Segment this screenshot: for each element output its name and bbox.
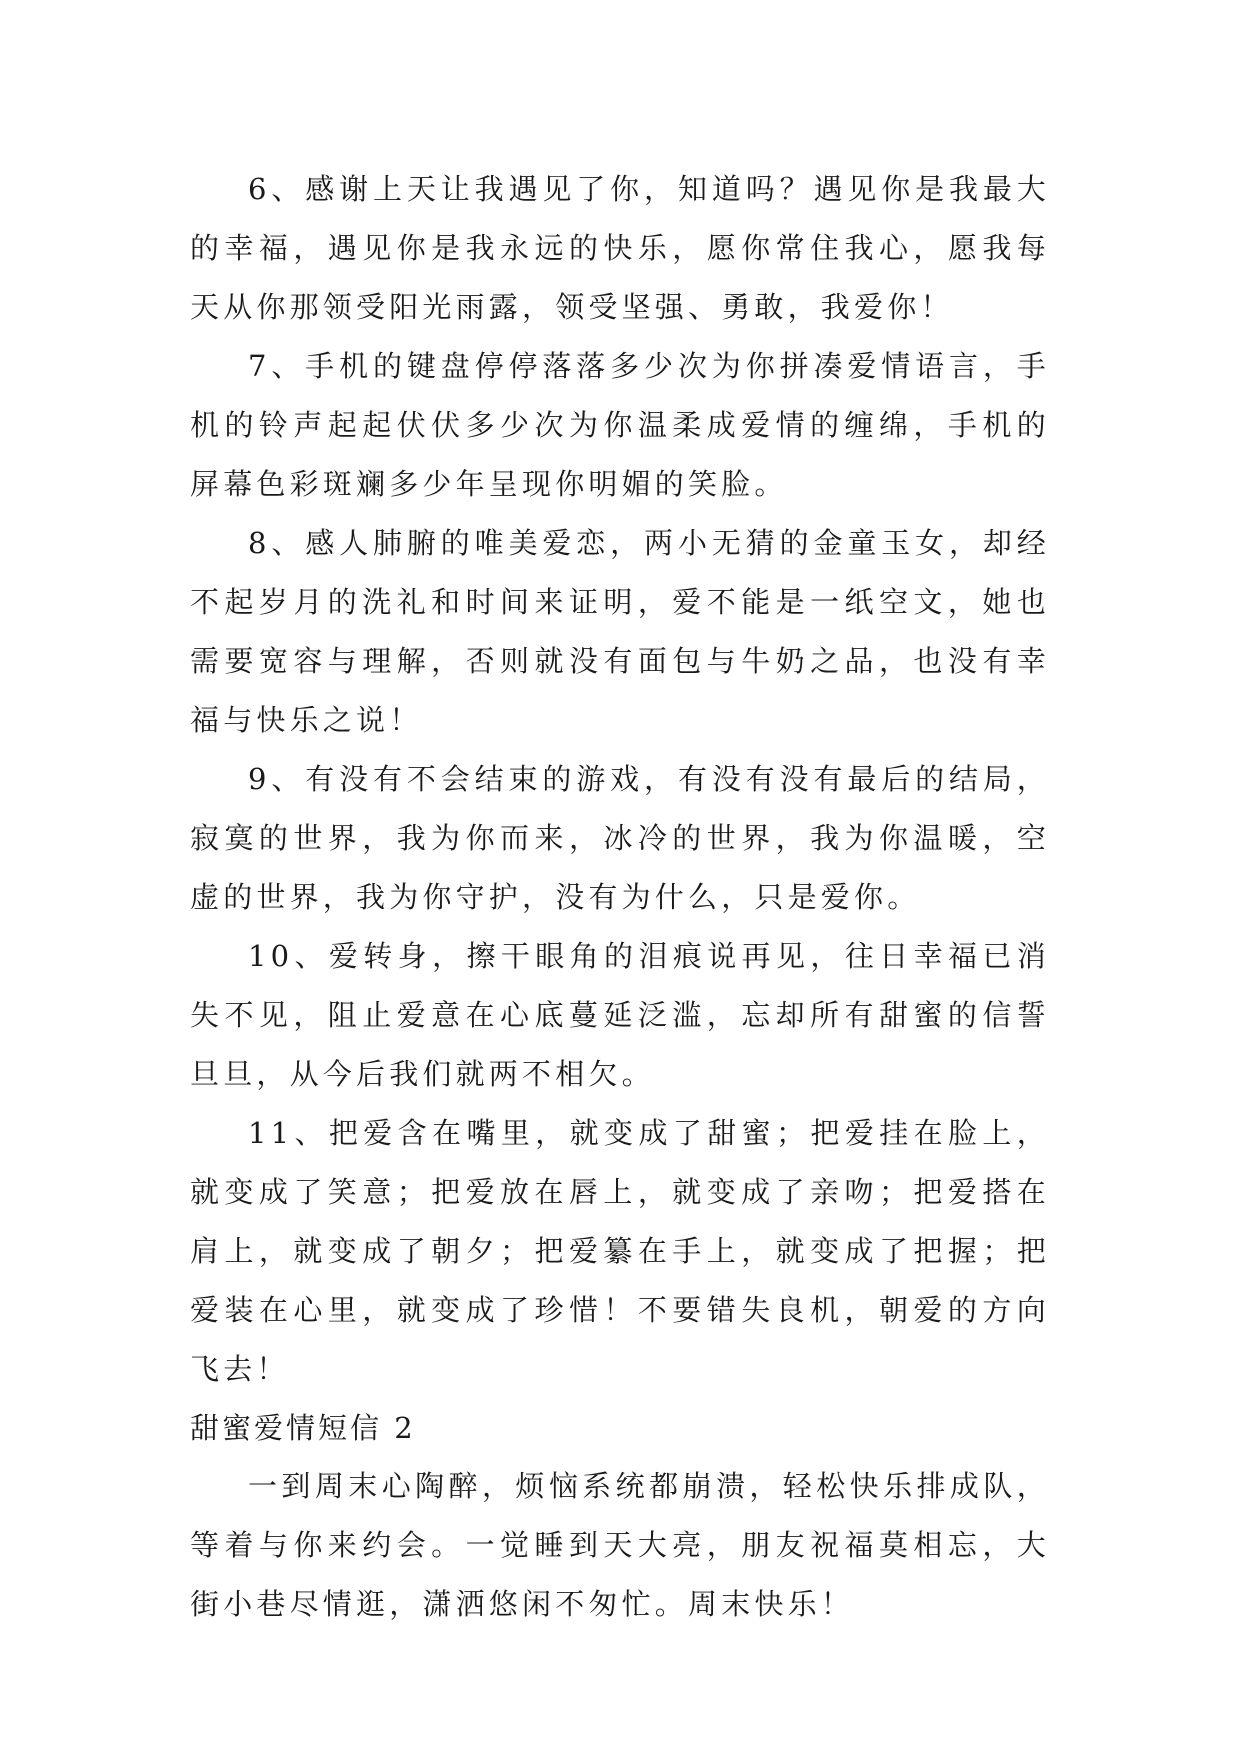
paragraph-11: 11、把爱含在嘴里，就变成了甜蜜；把爱挂在脸上，就变成了笑意；把爱放在唇上，就变成了亲吻；把爱搭在肩上，就变成了朝夕；把爱纂在手上，就变成了把握；把爱装在心里，就变成了珍惜！不要错失良机，朝爱的方向飞去！	[190, 1116, 1050, 1386]
document-body	[190, 160, 1050, 1634]
paragraph-7: 7、手机的键盘停停落落多少次为你拼凑爱情语言，手机的铃声起起伏伏多少次为你温柔成爱情的缠绵，手机的屏幕色彩斑斓多少年呈现你明媚的笑脸。	[190, 349, 1050, 501]
section-heading: 甜蜜爱情短信 2	[190, 1411, 416, 1445]
paragraph-6: 6、感谢上天让我遇见了你，知道吗？遇见你是我最大的幸福，遇见你是我永远的快乐，愿你常住我心，愿我每天从你那领受阳光雨露，领受坚强、勇敢，我爱你！	[190, 172, 1050, 324]
paragraph-weekend: 一到周末心陶醉，烦恼系统都崩溃，轻松快乐排成队，等着与你来约会。一觉睡到天大亮，朋友祝福莫相忘，大街小巷尽情逛，潇洒悠闲不匆忙。周末快乐！	[190, 1469, 1050, 1621]
paragraph-10: 10、爱转身，擦干眼角的泪痕说再见，往日幸福已消失不见，阻止爱意在心底蔓延泛滥，忘却所有甜蜜的信誓旦旦，从今后我们就两不相欠。	[190, 939, 1050, 1091]
paragraph-9: 9、有没有不会结束的游戏，有没有没有最后的结局，寂寞的世界，我为你而来，冰冷的世界，我为你温暖，空虚的世界，我为你守护，没有为什么，只是爱你。	[190, 762, 1050, 914]
paragraph-8: 8、感人肺腑的唯美爱恋，两小无猜的金童玉女，却经不起岁月的洗礼和时间来证明，爱不能是一纸空文，她也需要宽容与理解，否则就没有面包与牛奶之品，也没有幸福与快乐之说！	[190, 526, 1050, 737]
